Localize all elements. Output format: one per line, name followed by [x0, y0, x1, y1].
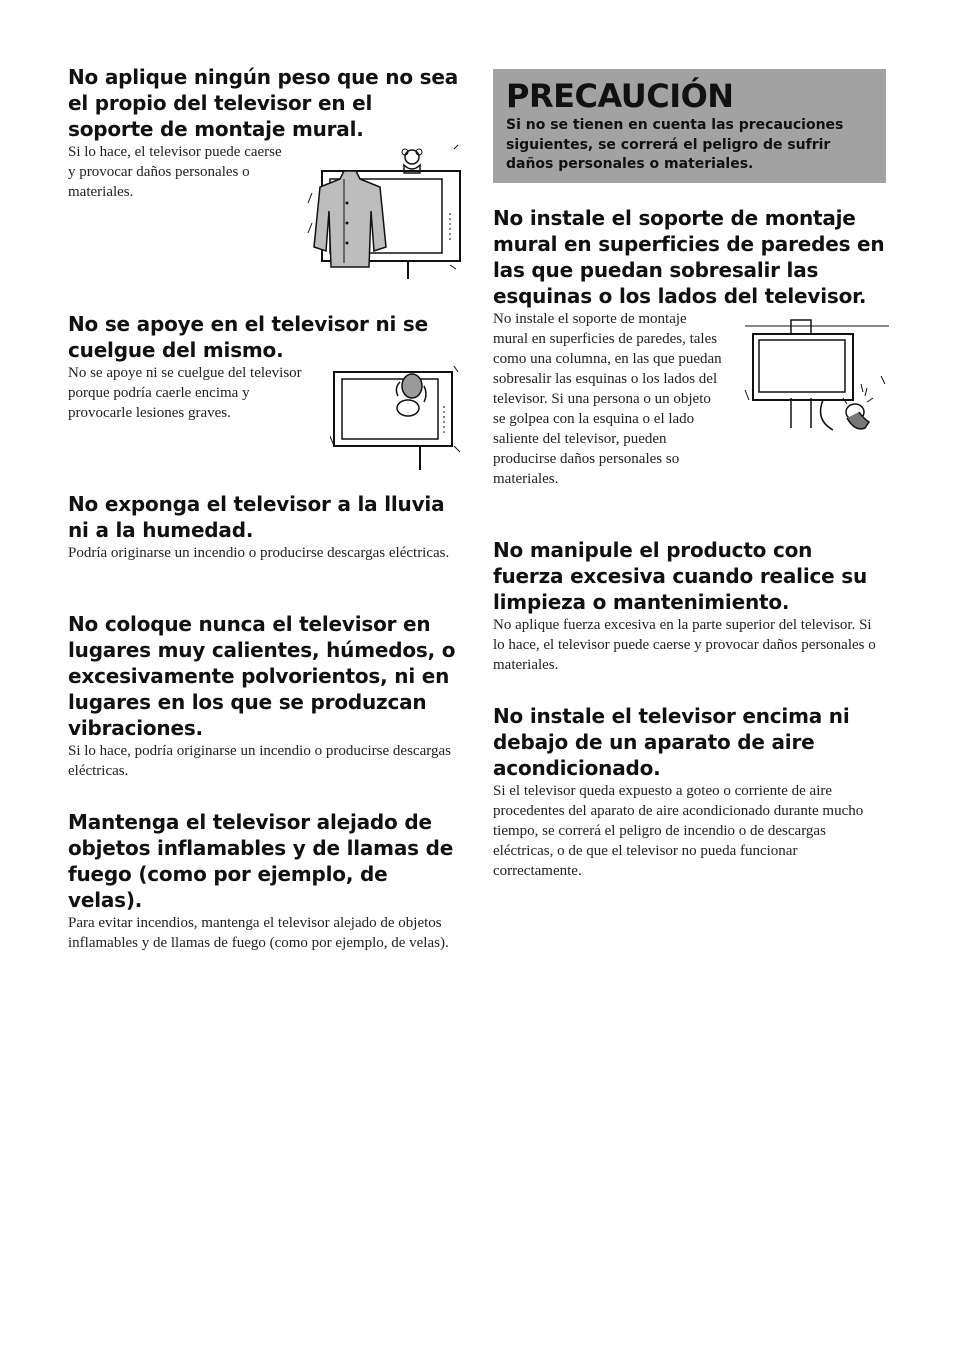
person-hanging-on-tv-illustration	[330, 366, 462, 472]
tv-on-column-illustration	[743, 318, 891, 436]
section-no-hot-places	[68, 611, 458, 781]
section-title: No exponga el televisor a la lluvia ni a la humedad.	[68, 492, 445, 542]
section-body: Podría originarse un incendio o producirse descargas eléctricas.	[68, 545, 450, 561]
section-body: Para evitar incendios, mantenga el televisor alejado de objetos inflamables y de llamas de fuego (como por ejemplo, de velas).	[68, 915, 449, 951]
section-title: No manipule el producto con fuerza excesiva cuando realice su limpieza o mantenimiento.	[493, 538, 868, 614]
section-title: No coloque nunca el televisor en lugares muy calientes, húmedos, o excesivamente polvorientos, ni en lugares en los que se produzcan vibraciones.	[68, 612, 456, 740]
section-no-air-conditioner	[493, 703, 886, 881]
caution-text: Si no se tienen en cuenta las precauciones siguientes, se correrá el peligro de sufrir daños personales o materiales.	[506, 117, 844, 172]
tv-with-hanging-coat-illustration	[304, 143, 464, 283]
section-body: Si lo hace, el televisor puede caerse y provocar daños personales o materiales.	[68, 144, 282, 200]
section-body: Si el televisor queda expuesto a goteo o corriente de aire procedentes del aparato de aire acondicionado durante mucho tiempo, se correrá el peligro de incendio o de descargas eléctricas, o de que el televisor no pueda funcionar correctamente.	[493, 783, 864, 879]
section-title: No instale el televisor encima ni debajo de un aparato de aire acondicionado.	[493, 704, 850, 780]
section-no-rain	[68, 491, 458, 563]
section-title: No instale el soporte de montaje mural en superficies de paredes en las que puedan sobresalir las esquinas o los lados del televisor.	[493, 206, 885, 308]
section-body: Si lo hace, podría originarse un incendio o producirse descargas eléctricas.	[68, 743, 451, 779]
section-title: No se apoye en el televisor ni se cuelgue del mismo.	[68, 312, 428, 362]
section-flammables	[68, 809, 458, 953]
section-body: No instale el soporte de montaje mural en superficies de paredes, tales como una columna, en las que puedan sobresalir las esquinas o los lados del televisor. Si una persona o un objeto se golpea con la esquina o el lado saliente del televisor, pueden producirse daños personales so materiales.	[493, 311, 722, 487]
section-title: No aplique ningún peso que no sea el propio del televisor en el soporte de montaje mural.	[68, 65, 459, 141]
section-body: No aplique fuerza excesiva en la parte superior del televisor. Si lo hace, el televisor puede caerse y provocar daños personales o materiales.	[493, 617, 876, 673]
section-title: Mantenga el televisor alejado de objetos inflamables y de llamas de fuego (como por ejemplo, de velas).	[68, 810, 454, 912]
caution-title: PRECAUCIÓN	[506, 77, 734, 115]
section-body: No se apoye ni se cuelgue del televisor porque podría caerle encima y provocarle lesiones graves.	[68, 365, 302, 421]
caution-banner	[493, 69, 886, 183]
section-no-excessive-force	[493, 537, 886, 675]
